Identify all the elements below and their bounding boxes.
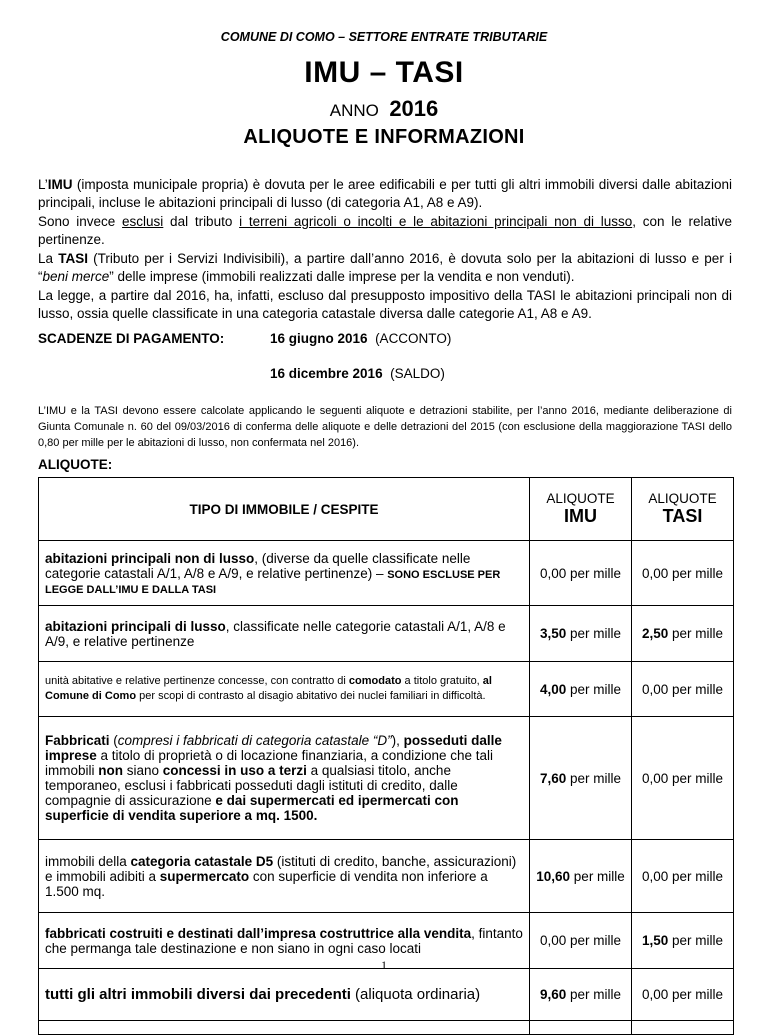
paragraph-tasi: La TASI (Tributo per i Servizi Indivisibili), a partire dall’anno 2016, è dovuta solo per la abitazioni di lusso e per i “beni merce” delle imprese (immobili realizzati dalle imprese per la vendita e non venduti). [38, 251, 732, 284]
paragraph-imu: L’IMU (imposta municipale propria) è dovuta per le aree edificabili e per tutti gli altri immobili diversi dalle abitazioni principali, incluse le abitazioni principali di lusso (di categoria A1, A8 e A9). [38, 177, 732, 210]
row-description: immobili della categoria catastale D5 (istituti di credito, banche, assicurazioni) e immobili adibiti a supermercato con superficie di vendita non inferiore a 1.500 mq. [39, 840, 530, 913]
year-label: ANNO [329, 101, 379, 120]
col-header-tasi: ALIQUOTE TASI [632, 478, 734, 541]
document-page: COMUNE DI COMO – SETTORE ENTRATE TRIBUTARIE IMU – TASI ANNO 2016 ALIQUOTE E INFORMAZIONI L’IMU (imposta municipale propria) è dovuta per le aree edificabili e per tutti gli altri immobili diversi dalle abitazioni principali, incluse le abitazioni principali di lusso (di categoria A1, A8 e A9). Sono invece esclusi dal tributo i terreni agricoli o incolti e le abitazioni principali non di lusso, con le relative pertinenze. La TASI (Tributo per i Servizi Indivisibili), a partire dall’anno 2016, è dovuta solo per la abitazioni di lusso e per i “beni merce” delle imprese (immobili realizzati dalle imprese per la vendita e non venduti). La legge, a partire dal 2016, ha, infatti, escluso dal presupposto impositivo della TASI le abitazioni principali non di lusso, ossia quelle classificate in una categoria catastale diversa dalle categorie A1, A8 e A9. SCADENZE DI PAGAMENTO: 16 giugno 2016 (ACCONTO) 16 dicembre 2016 (SALDO) L’IMU e la TASI devono essere calcolate applicando le seguenti aliquote e detrazioni stabilite, per l’anno 2016, mediante deliberazione di Giunta Comunale n. 60 del 09/03/2016 di conferma delle aliquote e delle detrazioni del 2015 (con esclusione della maggiorazione TASI dello 0,80 per mille per le abitazioni di lusso, non confermata nel 2016). ALIQUOTE: TIPO DI IMMOBILE / CESPITE ALIQUOTE IMU ALIQUOTE TASI abitazioni principali non di lusso, (diverse da quelle classificate nelle categorie catastali A/1, A/8 e A/9, e relative pertinenze) – SONO ESCLUSE PER LEGGE DALL’IMU E DALLA TASI 0,00 per mille 0,00 per mille abitazioni principali di lusso, classificate nelle categorie catastali A/1, A/8 e A/9, e relative pertinenze 3,50 per mille 2,50 per mille unità abitative e relative pertinenze concesse, con contratto di comodato a titolo gratuito, al Comune di Como per scopi di contrasto al disagio abitativo dei nuclei familiari in difficoltà. 4,00 per mille 0,00 per mille Fabbricati (compresi i fabbricati di categoria catastale “D”), posseduti dalle imprese a titolo di proprietà o di locazione finanziaria, a condizione che tali immobili non siano concessi in uso a terzi a qualsiasi titolo, anche temporaneo, esclusi i fabbricati posseduti dagli istituti di credito, dalle compagnie di assicurazione e dai supermercati ed ipermercati con superficie di vendita superiore a mq. 1500. 7,60 per mille 0,00 per mille immobili della categoria catastale D5 (istituti di credito, banche, assicurazioni) e immobili adibiti a supermercato con superficie di vendita non inferiore a 1.500 mq. 10,60 per mille 0,00 per mille fabbricati costruiti e destinati dall’impresa costruttrice alla vendita, fintanto che permanga tale destinazione e non siano in ogni caso locati 0,00 per mille 1,50 per mille tutti gli altri immobili diversi dai precedenti (aliquota ordinaria) 9,60 per mille 0,00 per mille 1 [0, 0, 768, 994]
row-description: tutti gli altri immobili diversi dai precedenti (aliquota ordinaria) [39, 969, 530, 1021]
tasi-rate: 0,00 per mille [632, 541, 734, 606]
imu-rate: 0,00 per mille [530, 913, 632, 969]
row-description: abitazioni principali non di lusso, (diverse da quelle classificate nelle categorie catastali A/1, A/8 e A/9, e relative pertinenze) – SONO ESCLUSE PER LEGGE DALL’IMU E DALLA TASI [39, 541, 530, 606]
row-description: unità abitative e relative pertinenze concesse, con contratto di comodato a titolo gratuito, al Comune di Como per scopi di contrasto al disagio abitativo dei nuclei familiari in difficoltà. [39, 662, 530, 717]
table-header-row [39, 478, 734, 541]
col-header-imu: ALIQUOTE IMU [530, 478, 632, 541]
row-description: Fabbricati (compresi i fabbricati di categoria catastale “D”), posseduti dalle imprese a titolo di proprietà o di locazione finanziaria, a condizione che tali immobili non siano concessi in uso a terzi a qualsiasi titolo, anche temporaneo, esclusi i fabbricati posseduti dagli istituti di credito, dalle compagnie di assicurazione e dai supermercati ed ipermercati con superficie di vendita superiore a mq. 1500. [39, 717, 530, 840]
rates-table [38, 477, 734, 1035]
page-number: 1 [381, 958, 387, 972]
tasi-rate: 1,50 per mille [632, 913, 734, 969]
page-subtitle: ALIQUOTE E INFORMAZIONI [243, 126, 525, 148]
imu-rate: 10,60 per mille [530, 840, 632, 913]
table-row [39, 606, 734, 662]
paragraph-legge: La legge, a partire dal 2016, ha, infatti, escluso dal presupposto impositivo della TASI le abitazioni principali non di lusso, ossia quelle classificate in una categoria catastale diversa dalle categorie A1, A8 e A9. [38, 288, 732, 321]
imu-rate: 4,00 per mille [530, 662, 632, 717]
row-description: abitazioni principali di lusso, classificate nelle categorie catastali A/1, A/8 e A/9, e relative pertinenze [39, 606, 530, 662]
imu-rate: 7,60 per mille [530, 717, 632, 840]
tasi-rate: 0,00 per mille [632, 717, 734, 840]
year-value: 2016 [389, 96, 439, 121]
row-description: fabbricati costruiti e destinati dall’impresa costruttrice alla vendita, fintanto che permanga tale destinazione e non siano in ogni caso locati [39, 913, 530, 969]
deadlines-label: SCADENZE DI PAGAMENTO: [38, 331, 225, 346]
col-header-tipo: TIPO DI IMMOBILE / CESPITE [39, 478, 530, 541]
table-row [39, 541, 734, 606]
tasi-rate: 0,00 per mille [632, 969, 734, 1021]
table-row [39, 662, 734, 717]
imu-rate: 9,60 per mille [530, 969, 632, 1021]
table-spacer-row [39, 1021, 734, 1035]
table-row [39, 840, 734, 913]
intro-text [38, 176, 732, 324]
tasi-rate: 0,00 per mille [632, 840, 734, 913]
page-title: IMU – TASI [304, 56, 464, 89]
tasi-rate: 0,00 per mille [632, 662, 734, 717]
imu-rate: 3,50 per mille [530, 606, 632, 662]
table-row [39, 969, 734, 1021]
imu-rate: 0,00 per mille [530, 541, 632, 606]
calculation-note: L’IMU e la TASI devono essere calcolate applicando le seguenti aliquote e detrazioni stabilite, per l’anno 2016, mediante deliberazione di Giunta Comunale n. 60 del 09/03/2016 di conferma delle aliquote e delle detrazioni del 2015 (con esclusione della maggiorazione TASI dello 0,80 per mille per le abitazioni di lusso, non confermata nel 2016). [38, 405, 732, 449]
paragraph-esclusi: Sono invece esclusi dal tributo i terreni agricoli o incolti e le abitazioni principali non di lusso, con le relative pertinenze. [38, 214, 732, 247]
tasi-rate: 2,50 per mille [632, 606, 734, 662]
office-header: COMUNE DI COMO – SETTORE ENTRATE TRIBUTARIE [220, 30, 548, 44]
year-line [0, 96, 768, 122]
rates-heading: ALIQUOTE: [38, 457, 113, 472]
table-row [39, 717, 734, 840]
